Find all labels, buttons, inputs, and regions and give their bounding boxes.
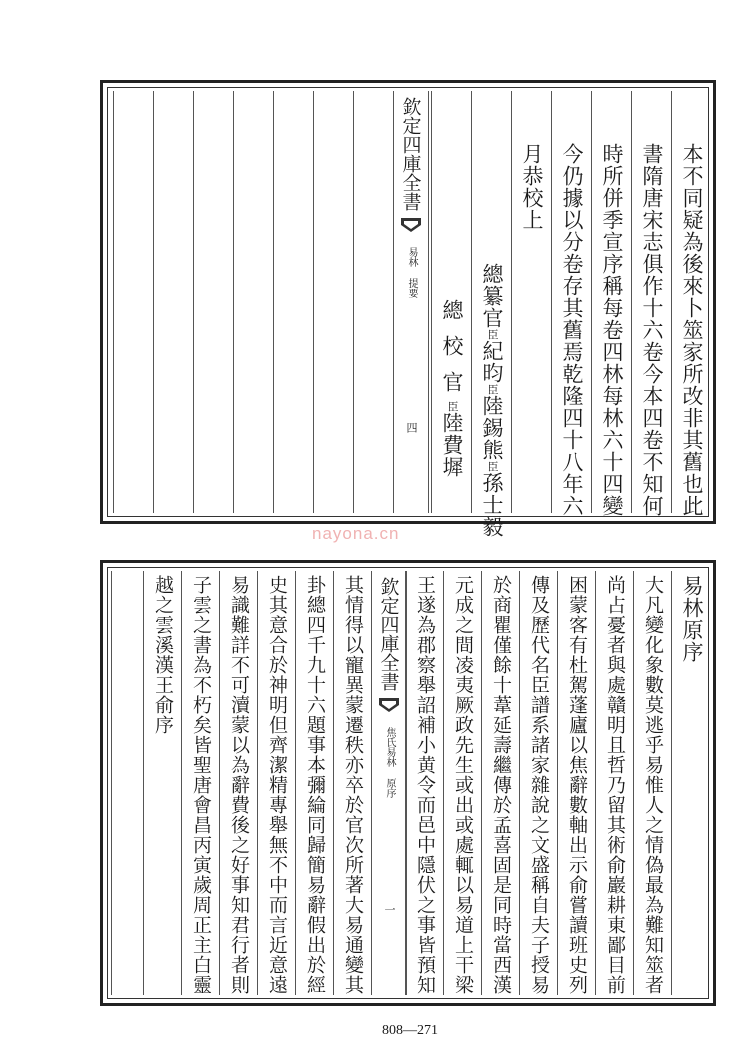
empty-column: [113, 91, 154, 513]
column-text: 本不同疑為後來卜筮家所改非其舊也此: [680, 143, 704, 517]
officials-column: [431, 91, 472, 513]
spine-title: 欽定四庫全書: [377, 577, 400, 691]
text-column: [631, 91, 672, 517]
empty-column: [353, 91, 394, 513]
official-title: 官: [440, 371, 464, 393]
empty-column: [111, 571, 144, 995]
official-name: 孫士毅: [480, 472, 504, 538]
text-column: [591, 91, 632, 517]
officials-column: [471, 91, 512, 538]
official-title: 總纂官: [480, 263, 504, 329]
official-name: 陸費墀: [440, 412, 464, 478]
text-column: [257, 571, 296, 995]
official-title: 校: [440, 335, 464, 357]
chen-mark: 臣: [446, 401, 459, 412]
chen-mark: 臣: [486, 384, 499, 395]
column-text: 易識難詳不可瀆蒙以為辭費後之好事知君行者則: [228, 575, 250, 995]
chen-mark: 臣: [486, 329, 499, 340]
empty-column: [153, 91, 194, 513]
spine-folio: 一: [383, 904, 396, 915]
text-column: [633, 571, 672, 995]
empty-column: [193, 91, 234, 513]
empty-column: [313, 91, 354, 513]
column-text: 尚占憂者與處贛明且哲乃留其術俞巖耕東鄙目前: [604, 575, 626, 995]
column-text: 於商瞿僅餘十葦延壽繼傳於孟喜固是同時當西漢: [490, 575, 512, 995]
text-column: [519, 571, 558, 995]
column-text: 卦總四千九十六題事本彌綸同歸簡易辭假出於經: [304, 575, 326, 995]
column-text: 史其意合於神明但齊潔精專舉無不中而言近意遠: [266, 575, 288, 995]
fishtail-mark-icon: [378, 697, 400, 713]
text-column: [295, 571, 334, 995]
text-column: [443, 571, 482, 995]
spine-section: 易林 提要: [406, 247, 417, 298]
text-column: [511, 91, 552, 513]
lower-page: [100, 560, 716, 1006]
column-text: 時所併季宣序稱每卷四林每林六十四變: [600, 143, 624, 517]
text-column: [181, 571, 220, 995]
text-column: [219, 571, 258, 995]
text-column: [481, 571, 520, 995]
column-text: 王遂為郡察舉詔補小黄令而邑中隱伏之事皆預知: [414, 575, 436, 995]
column-text: 今仍據以分卷存其舊焉乾隆四十八年六: [560, 143, 584, 517]
spine-folio: 四: [405, 422, 418, 433]
text-column: [557, 571, 596, 995]
page-number: 808—271: [382, 1023, 438, 1038]
column-text: 月恭校上: [520, 143, 544, 231]
column-text: 書隋唐宋志俱作十六卷今本四卷不知何: [640, 143, 664, 517]
column-text: 傳及歷代名臣譜系諸家雜說之文盛稱自夫子授易: [528, 575, 550, 995]
column-text: 大凡變化象數莫逃乎易惟人之情偽最為難知筮者: [642, 575, 664, 995]
column-text: 子雲之書為不朽矣皆聖唐會昌丙寅歲周正主白靈: [190, 575, 212, 995]
chen-mark: 臣: [486, 461, 499, 472]
text-column: [671, 571, 712, 995]
text-column: [405, 571, 444, 995]
text-column: [595, 571, 634, 995]
text-column: [671, 91, 712, 517]
official-title: 總: [440, 299, 464, 321]
page-spine: [393, 91, 429, 513]
column-text: 元成之間凌夷厥政先生或出或處輒以易道上干梁: [452, 575, 474, 995]
column-text: 越之雲溪漢王俞序: [152, 575, 174, 735]
official-name: 紀昀: [480, 340, 504, 384]
section-title: 易林原序: [680, 575, 704, 663]
empty-column: [233, 91, 274, 513]
watermark: nayona.cn: [312, 524, 400, 543]
text-column: [333, 571, 372, 995]
text-column: [551, 91, 592, 517]
column-text: 困蒙客有杜駕蓬廬以焦辭數軸出示俞嘗讀班史列: [566, 575, 588, 995]
page-spine: [371, 571, 407, 995]
empty-column: [273, 91, 314, 513]
column-text: 其情得以寵異蒙遷秩亦卒於官次所著大易通變其: [342, 575, 364, 995]
official-name: 陸錫熊: [480, 395, 504, 461]
spine-section: 焦氏易林 原序: [384, 727, 395, 798]
spine-title: 欽定四庫全書: [399, 97, 422, 211]
fishtail-mark-icon: [400, 217, 422, 233]
text-column: [143, 571, 182, 995]
